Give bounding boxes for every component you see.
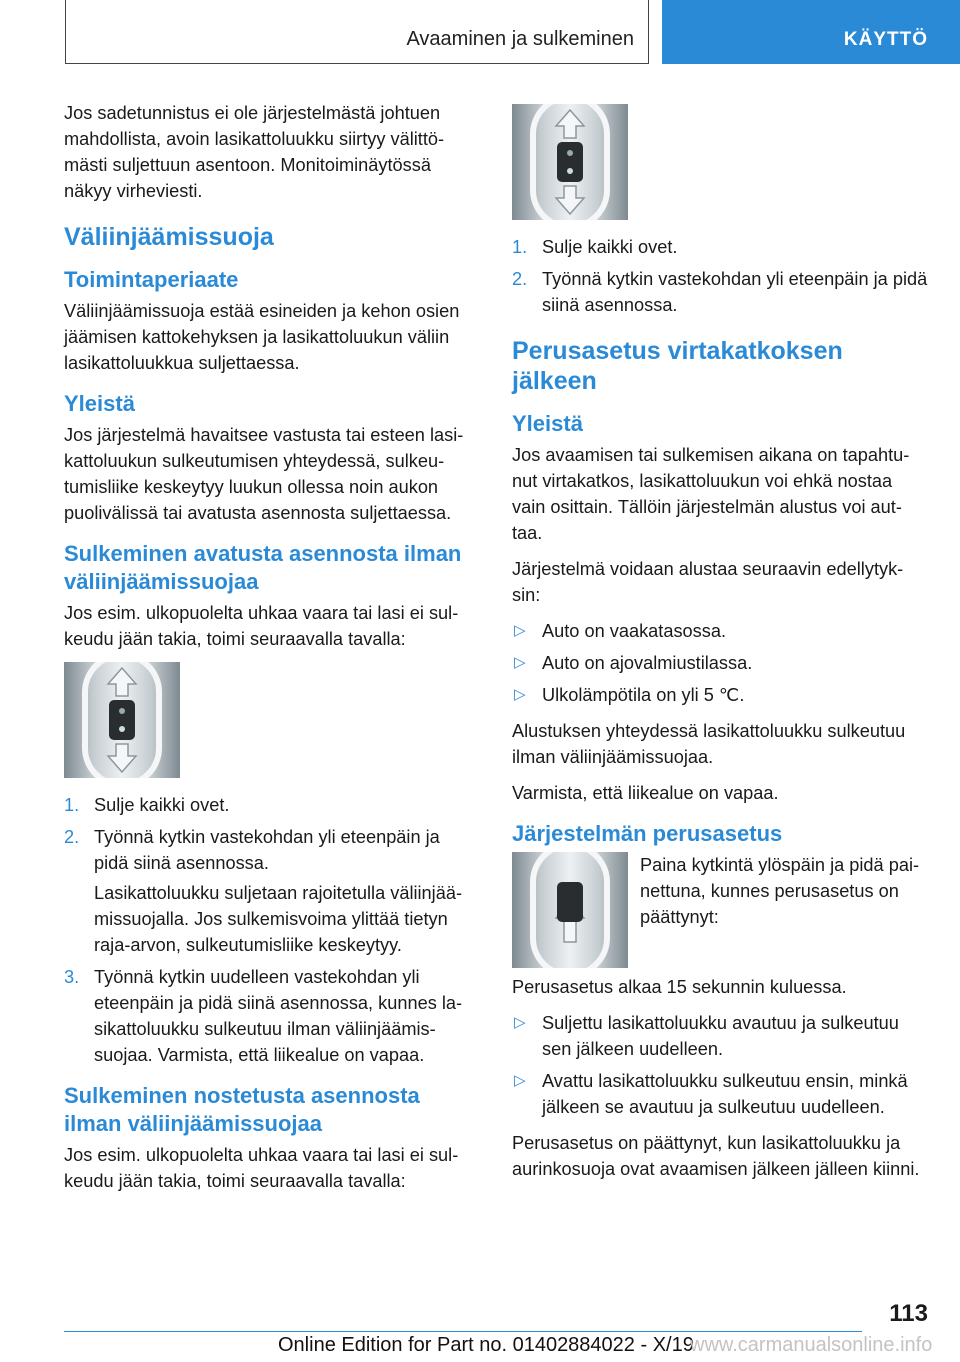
heading-system-reset: Järjestelmän perusasetus [512,821,783,846]
steps-list-left [64,792,476,1068]
list-item: 3. Työnnä kytkin uudelleen vastekohdan yli eteenpäin ja pidä siinä asennossa, kunnes la- sikattoluukku sulkeutuu ilman väliinjäämis- suojaa. Varmista, että liikealue on vapaa. [64,967,463,1065]
verify-text: Varmista, että liikealue on vapaa. [512,783,779,803]
steps-list-right [512,234,930,318]
heading-principle: Toimintaperiaate [64,267,239,292]
heading-reset-after-power-loss: Perusasetus virtakatkoksen jälkeen [512,337,843,395]
switch-illustration [64,662,180,778]
bullet-triangle-icon: ▷ [514,654,526,671]
bullet-triangle-icon: ▷ [514,622,526,639]
list-item: 1. Sulje kaikki ovet. [512,237,678,257]
init-text: Alustuksen yhteydessä lasikattoluukku sulkeutuu ilman väliinjäämissuojaa. [512,721,906,767]
list-item: 2. Työnnä kytkin vastekohdan yli eteenpäin ja pidä siinä asennossa. [512,269,928,315]
list-item: ▷ Ulkolämpötila on yli 5 ℃. [512,682,930,708]
reset-done-text: Perusasetus on päättynyt, kun lasikattoluukku ja aurinkosuoja ovat avaamisen jälkeen jälleen kiinni. [512,1133,920,1179]
list-item: ▷ Auto on vaakatasossa. [512,618,930,644]
list-item: 1. Sulje kaikki ovet. [64,795,230,815]
system-reset-text: Paina kytkintä ylöspäin ja pidä pai- nettuna, kunnes perusasetus on päättynyt: [640,855,920,927]
bullet-triangle-icon: ▷ [514,1072,526,1089]
bullet-triangle-icon: ▷ [514,1014,526,1031]
chapter-title: Avaaminen ja sulkeminen [406,28,634,50]
section-tab [662,0,960,64]
heading-close-from-open: Sulkeminen avatusta asennosta ilman väliinjäämissuojaa [64,541,462,594]
principle-text: Väliinjäämissuoja estää esineiden ja kehon osien jäämisen kattokehyksen ja lasikattoluukun väliin lasikattoluukkua suljettaessa. [64,301,460,373]
list-item: ▷ Suljettu lasikattoluukku avautuu ja sulkeutuu sen jälkeen uudelleen. [512,1010,930,1062]
close-open-text: Jos esim. ulkopuolelta uhkaa vaara tai lasi ei sul- keudu jään takia, toimi seuraavalla tavalla: [64,603,459,649]
list-item: ▷ Avattu lasikattoluukku sulkeutuu ensin, minkä jälkeen se avautuu ja sulkeutuu uudelleen. [512,1068,930,1120]
reset-steps-list [512,1010,930,1120]
heading-pinch-protection: Väliinjäämissuoja [64,223,274,251]
switch-illustration [512,852,628,968]
left-column [64,100,476,1204]
reset-begins-text: Perusasetus alkaa 15 sekunnin kuluessa. [512,977,847,997]
heading-general-right: Yleistä [512,411,583,436]
heading-close-from-raised: Sulkeminen nostetusta asennosta ilman väliinjäämissuojaa [64,1083,420,1136]
general-text-right: Jos avaamisen tai sulkemisen aikana on tapahtu- nut virtakatkos, lasikattoluukun voi ehkä nostaa vain osittain. Tällöin järjestelmän alustus voi aut- taa. [512,445,910,543]
watermark: www.carmanualsonline.info [690,1334,933,1356]
system-reset-block [512,852,930,974]
conditions-list [512,618,930,708]
edition-text: Online Edition for Part no. 01402884022 - X/19 [278,1334,694,1356]
list-item: 2. Työnnä kytkin vastekohdan yli eteenpäin ja pidä siinä asennossa. Lasikattoluukku suljetaan rajoitetulla väliinjää- missuojalla. Jos sulkemisvoima ylittää tietyn raja-arvon, sulkeutumisliike keskeytyy. [64,827,463,955]
list-item: ▷ Auto on ajovalmiustilassa. [512,650,930,676]
right-column [512,104,930,1192]
rain-sensor-intro: Jos sadetunnistus ei ole järjestelmästä johtuen mahdollista, avoin lasikattoluukku siirtyy välittö- mästi suljettuun asentoon. Monitoiminäytössä näkyy virheviesti. [64,103,445,201]
conditions-intro: Järjestelmä voidaan alustaa seuraavin edellytyk- sin: [512,559,904,605]
heading-general: Yleistä [64,391,135,416]
header-box [65,0,649,64]
close-raised-text: Jos esim. ulkopuolelta uhkaa vaara tai lasi ei sul- keudu jään takia, toimi seuraavalla tavalla: [64,1145,459,1191]
page-number: 113 [889,1300,928,1327]
switch-illustration [512,104,628,220]
general-text: Jos järjestelmä havaitsee vastusta tai esteen lasi- kattoluukun sulkeutumisen yhteydessä, sulkeu- tumisliike keskeytyy luukun ollessa noin aukon puolivälissä tai avatusta asennosta suljettaessa. [64,425,464,523]
section-tab-label: KÄYTTÖ [843,29,928,50]
footer-divider [64,1331,862,1332]
bullet-triangle-icon: ▷ [514,686,526,703]
